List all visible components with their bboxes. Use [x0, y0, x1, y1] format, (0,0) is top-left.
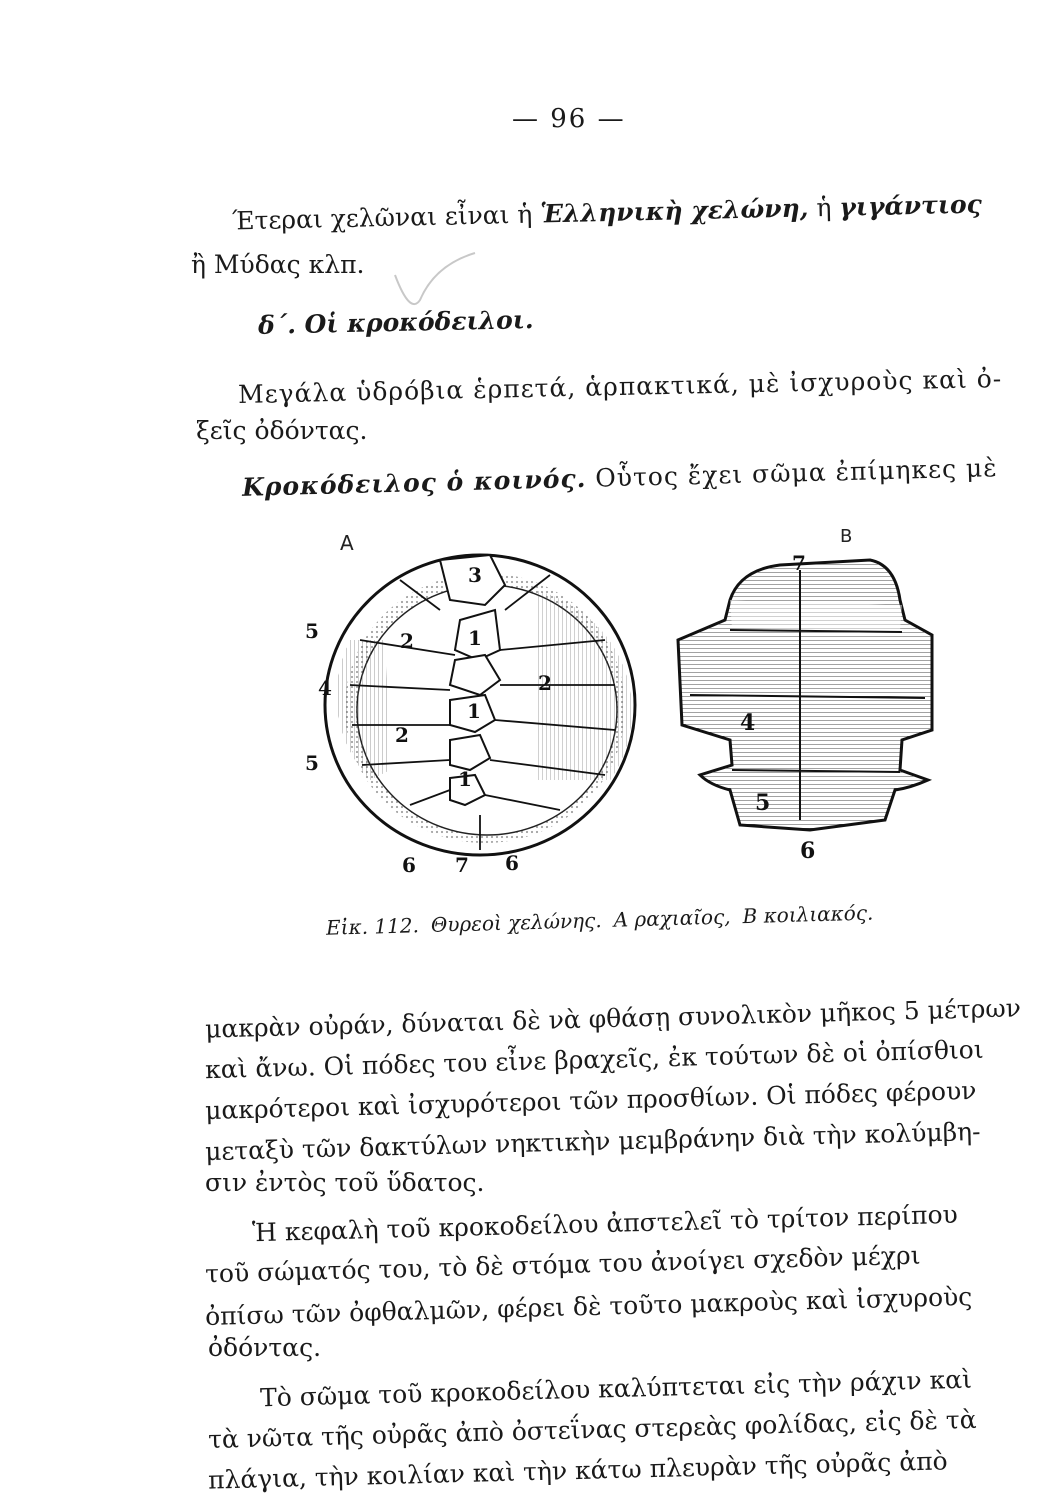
crocodile-heading-rest: Οὗτος ἔχει σῶμα ἐπίμηκες μὲ — [586, 453, 998, 493]
section-text-2: ξεῖς ὀδόντας. — [196, 416, 368, 445]
plastron-label-5: 5 — [755, 790, 771, 816]
carapace-label-2b: 2 — [538, 671, 552, 695]
plastron-figure — [670, 520, 940, 860]
para3-line-3: πλάγια, τὴν κοιλίαν καὶ τὴν κάτω πλευρὰν τῆς οὐρᾶς ἀπὸ — [207, 1446, 948, 1495]
section-heading: δ΄. Οἱ κροκόδειλοι. — [257, 305, 534, 340]
intro-line-1 — [232, 189, 982, 236]
carapace-label-6b: 6 — [505, 851, 519, 875]
carapace-label-1c: 1 — [458, 767, 472, 791]
carapace-label-2a: 2 — [400, 629, 414, 653]
caption-title: Θυρεοὶ χελώνης. — [430, 908, 602, 937]
carapace-label-1b: 1 — [467, 699, 481, 723]
carapace-label-5a: 5 — [305, 619, 319, 643]
para1-line-2: καὶ ἄνω. Οἱ πόδες του εἶνε βραχεῖς, ἐκ τούτων δὲ οἱ ὀπίσθιοι — [204, 1034, 984, 1085]
para3-line-2: τὰ νῶτα τῆς οὐρᾶς ἀπὸ ὀστεΐνας στερεὰς φολίδας, εἰς δὲ τὰ — [207, 1404, 977, 1455]
carapace-label-7: 7 — [455, 853, 469, 877]
para2-line-1: Ἡ κεφαλὴ τοῦ κροκοδείλου ἀπστελεῖ τὸ τρίτον περίπου — [251, 1199, 959, 1248]
intro-line-2: ἢ Μύδας κλπ. — [191, 250, 365, 279]
crocodile-heading: Κροκόδειλος ὁ κοινός. — [241, 463, 587, 502]
para1-line-1: μακρὰν οὐράν, δύναται δὲ νὰ φθάσῃ συνολικὸν μῆκος 5 μέτρων — [204, 993, 1022, 1044]
intro-mid: ἡ — [808, 192, 840, 223]
plastron-label-4: 4 — [740, 710, 756, 736]
carapace-label-4: 4 — [318, 676, 332, 700]
caption-fig: Εἰκ. 112. — [325, 913, 420, 940]
carapace-figure — [290, 520, 670, 900]
figure-caption — [326, 900, 886, 940]
crocodile-heading-line — [242, 453, 998, 503]
carapace-label-2c: 2 — [395, 723, 409, 747]
greek-tortoise-term: Ἑλληνικὴ χελώνη, — [539, 193, 809, 229]
para2-line-4: ὀδόντας. — [208, 1333, 322, 1362]
page-number: — 96 — — [512, 104, 626, 134]
para2-line-2: τοῦ σώματός του, τὸ δὲ στόμα του ἀνοίγει σχεδὸν μέχρι — [204, 1240, 921, 1289]
figure-label-a: Α — [340, 531, 354, 555]
caption-b: Β κοιλιακός. — [742, 900, 874, 929]
plastron-label-7: 7 — [792, 551, 806, 575]
carapace-label-5b: 5 — [305, 751, 319, 775]
para1-line-3: μακρότεροι καὶ ἰσχυρότεροι τῶν προσθίων. Οἱ πόδες φέρουν — [204, 1075, 977, 1126]
intro-text: Έτεραι χελῶναι εἶναι ἡ — [231, 199, 541, 236]
para1-line-5: σιν ἐντὸς τοῦ ὕδατος. — [205, 1168, 485, 1197]
figure-label-b: Β — [840, 526, 853, 547]
section-text-1: Μεγάλα ὑδρόβια ἑρπετά, ἁρπακτικά, μὲ ἰσχυροὺς καὶ ὀ- — [237, 364, 1003, 409]
giant-tortoise-term: γιγάντιος — [838, 189, 983, 222]
caption-a: Α ραχιαῖος, — [613, 904, 731, 932]
carapace-label-3: 3 — [468, 563, 482, 587]
plastron-label-6: 6 — [800, 838, 816, 860]
carapace-label-1a: 1 — [468, 626, 482, 650]
para2-line-3: ὀπίσω τῶν ὀφθαλμῶν, φέρει δὲ τοῦτο μακροὺς καὶ ἰσχυροὺς — [204, 1281, 973, 1332]
para3-line-1: Τὸ σῶμα τοῦ κροκοδείλου καλύπτεται εἰς τὴν ράχιν καὶ — [259, 1364, 973, 1413]
para1-line-4: μεταξὺ τῶν δακτύλων νηκτικὴν μεμβράνην διὰ τὴν κολύμβη- — [204, 1116, 981, 1167]
carapace-label-6a: 6 — [402, 853, 416, 877]
